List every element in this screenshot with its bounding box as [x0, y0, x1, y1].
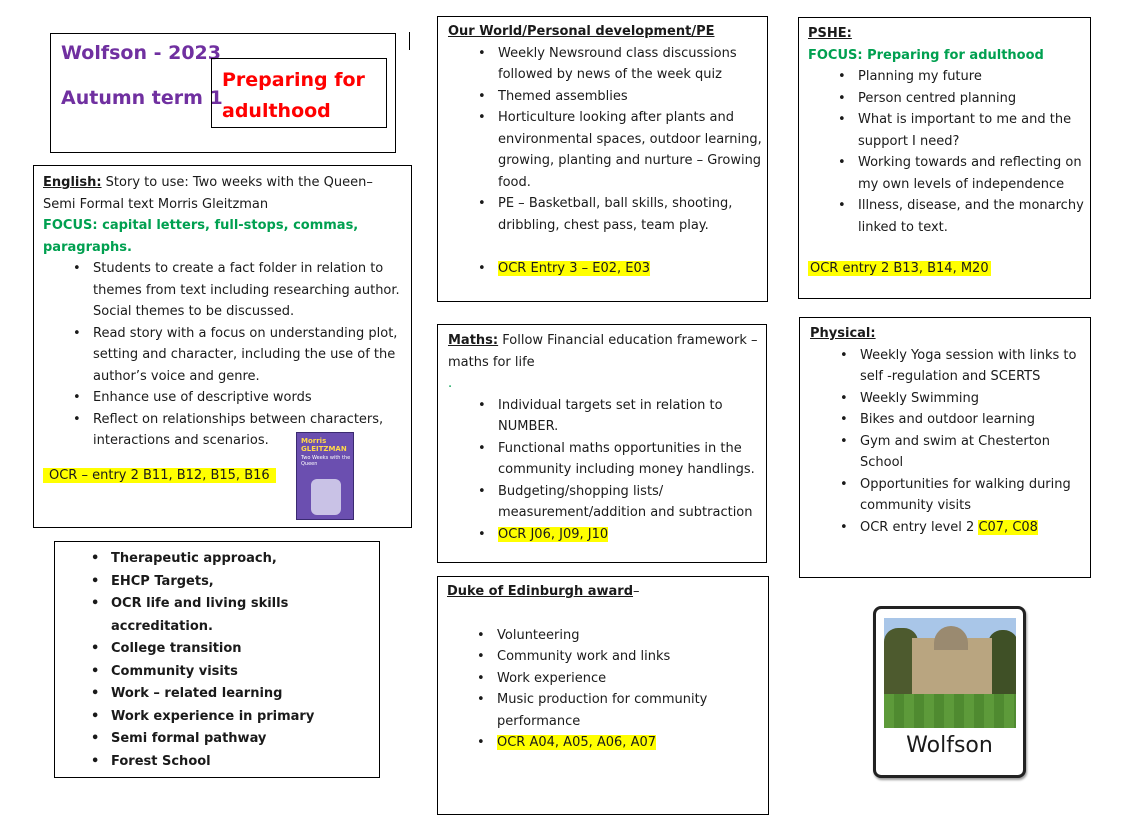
english-intro-text: Story to use: Two weeks with the Queen– Semi Formal text Morris Gleitzman	[43, 175, 373, 212]
maths-ocr: OCR J06, J09, J10	[498, 526, 609, 542]
approach-panel	[54, 541, 380, 778]
book-cover-image	[296, 432, 354, 520]
list-item	[810, 517, 1088, 539]
text-cursor	[409, 32, 410, 50]
term-title: Autumn term 1	[61, 87, 223, 109]
world-list	[448, 43, 763, 237]
world-ocr-item	[448, 258, 763, 280]
list-item: • Students to create a fact folder in relation to themes from text including researching author. Social themes to be discussed.	[43, 258, 405, 323]
list-item: • Weekly Yoga session with links to self -regulation and SCERTS	[810, 345, 1088, 388]
list-item: • Volunteering	[447, 625, 763, 647]
list-item: • Community work and links	[447, 646, 763, 668]
list-item: • Work – related learning	[61, 683, 379, 706]
pshe-panel	[798, 17, 1091, 299]
topic-box	[211, 58, 387, 128]
list-item: • Bikes and outdoor learning	[810, 409, 1088, 431]
title-panel	[50, 33, 396, 153]
maths-dot: .	[448, 376, 453, 391]
list-item: • Illness, disease, and the monarchy linked to text.	[808, 195, 1088, 238]
world-panel	[437, 16, 768, 302]
pshe-list	[808, 66, 1088, 238]
physical-list	[810, 345, 1088, 539]
list-item: • Themed assemblies	[448, 86, 763, 108]
english-list	[43, 258, 405, 452]
list-item: • EHCP Targets,	[61, 571, 379, 594]
duke-dash: –	[633, 584, 640, 599]
pshe-focus: FOCUS: Preparing for adulthood	[808, 47, 1044, 63]
wolfson-logo	[873, 606, 1026, 778]
list-item: • Reflect on relationships between characters, interactions and scenarios.	[43, 409, 405, 452]
list-item: • Semi formal pathway	[61, 728, 379, 751]
duke-list	[447, 625, 763, 754]
list-item: • Person centred planning	[808, 88, 1088, 110]
physical-ocr-prefix: OCR entry level 2	[860, 519, 979, 535]
list-item: • Work experience in primary	[61, 706, 379, 729]
english-heading: English:	[43, 175, 102, 190]
list-item: • Planning my future	[808, 66, 1088, 88]
list-item: • Opportunities for walking during community visits	[810, 474, 1088, 517]
physical-heading: Physical:	[810, 326, 876, 341]
school-title: Wolfson - 2023	[61, 42, 221, 64]
logo-label: Wolfson	[906, 733, 993, 758]
maths-list	[448, 395, 760, 546]
list-item: • What is important to me and the support I need?	[808, 109, 1088, 152]
maths-intro-text: Follow Financial education framework – maths for life	[448, 333, 758, 370]
list-item: • Working towards and reflecting on my own levels of independence	[808, 152, 1088, 195]
duke-ocr: OCR A04, A05, A06, A07	[497, 735, 657, 750]
list-item: • OCR life and living skills accreditation.	[61, 593, 379, 638]
list-item: • Therapeutic approach,	[61, 548, 379, 571]
book-title: Two Weeks with the Queen	[301, 455, 351, 467]
pshe-heading: PSHE:	[808, 26, 852, 41]
topic-title: Preparing for adulthood	[222, 69, 365, 122]
list-item: • Individual targets set in relation to NUMBER.	[448, 395, 760, 438]
list-item	[448, 524, 760, 546]
building-photo	[884, 618, 1016, 728]
book-illustration	[311, 479, 341, 515]
world-heading: Our World/Personal development/PE	[448, 24, 715, 39]
maths-heading: Maths:	[448, 333, 499, 348]
list-item: • Forest School	[61, 751, 379, 774]
duke-heading-line	[447, 581, 763, 603]
approach-list	[61, 548, 379, 773]
physical-ocr-codes: C07, C08	[978, 519, 1038, 535]
list-item: • Music production for community performance	[447, 689, 763, 732]
list-item: • Read story with a focus on understanding plot, setting and character, including the use of the author’s voice and genre.	[43, 323, 405, 388]
english-ocr: OCR – entry 2 B11, B12, B15, B16	[43, 468, 276, 483]
english-intro	[43, 172, 405, 215]
physical-panel	[799, 317, 1091, 578]
maths-panel	[437, 324, 767, 563]
list-item: • Enhance use of descriptive words	[43, 387, 405, 409]
english-panel	[33, 165, 412, 528]
book-author: Morris GLEITZMAN	[301, 437, 347, 453]
maths-intro	[448, 330, 760, 373]
list-item: • Community visits	[61, 661, 379, 684]
list-item: • Functional maths opportunities in the community including money handlings.	[448, 438, 760, 481]
list-item: • PE – Basketball, ball skills, shooting, dribbling, chest pass, team play.	[448, 193, 763, 236]
list-item: • Budgeting/shopping lists/ measurement/addition and subtraction	[448, 481, 760, 524]
english-focus: FOCUS: capital letters, full-stops, commas, paragraphs.	[43, 218, 359, 255]
duke-panel	[437, 576, 769, 815]
world-ocr: OCR Entry 3 – E02, E03	[498, 261, 651, 276]
list-item: • Weekly Swimming	[810, 388, 1088, 410]
list-item	[447, 732, 763, 754]
list-item: • Work experience	[447, 668, 763, 690]
list-item: • Gym and swim at Chesterton School	[810, 431, 1088, 474]
pshe-ocr: OCR entry 2 B13, B14, M20	[810, 261, 989, 276]
list-item: • Horticulture looking after plants and environmental spaces, outdoor learning, growing, planting and nurture – Growing food.	[448, 107, 763, 193]
list-item: • Weekly Newsround class discussions followed by news of the week quiz	[448, 43, 763, 86]
duke-heading: Duke of Edinburgh award	[447, 584, 634, 599]
list-item: • College transition	[61, 638, 379, 661]
